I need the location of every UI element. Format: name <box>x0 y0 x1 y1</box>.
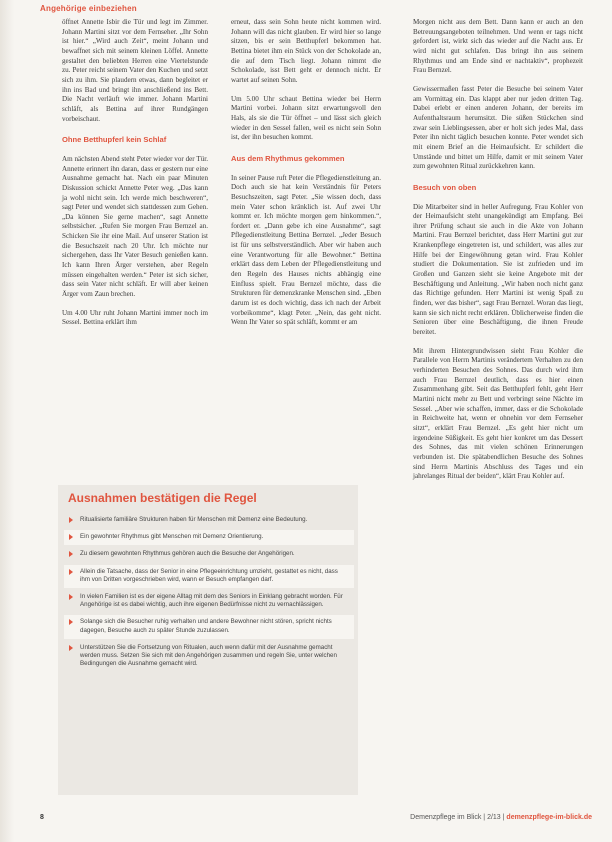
magazine-credit <box>410 814 592 821</box>
column-3 <box>413 18 583 491</box>
info-box-item-text: Ritualisierte familiäre Strukturen haben für Menschen mit Demenz eine Bedeutung. <box>80 516 308 523</box>
page-number: 8 <box>40 814 44 821</box>
section-runner: Angehörige einbeziehen <box>40 4 137 13</box>
info-box-item <box>64 513 354 528</box>
subheading: Besuch von oben <box>413 182 477 192</box>
info-box-item-text: Solange sich die Besucher ruhig verhalten und andere Bewohner nicht stören, spricht nichts dagegen, Besuche auch zu später Stunde zuzulassen. <box>80 618 332 634</box>
info-box-list <box>64 513 354 674</box>
triangle-bullet-icon <box>69 517 73 523</box>
info-box-title: Ausnahmen bestätigen die Regel <box>68 491 257 505</box>
paragraph: Um 5.00 Uhr schaut Bettina wieder bei Herrn Martini vorbei. Johann sitzt erwartungsvoll den Hals, als sie die Tür öffnet – und lässt sich gleich wieder in den Sessel fallen, weil es nicht sein Sohn ist, der ihn besuchen kommt. <box>231 94 381 142</box>
magazine-name: Demenzpflege im Blick | 2/13 | <box>410 814 505 821</box>
paragraph: erneut, dass sein Sohn heute nicht kommen wird. Johann will das nicht glauben. Er wird hier so lange sitzen, bis er sein Betthupferl bekommen hat. Bettina bietet ihm ein Stück von der Schokolade an, die auf dem Tisch liegt. Johann nimmt die Schokolade, isst Bett geht er dennoch nicht. Er wartet auf seinen Sohn. <box>231 18 381 84</box>
triangle-bullet-icon <box>69 619 73 625</box>
info-box-item <box>64 615 354 638</box>
triangle-bullet-icon <box>69 534 73 540</box>
info-box-item <box>64 565 354 588</box>
column-1 <box>62 18 208 337</box>
info-box-item-text: In vielen Familien ist es der eigene Alltag mit dem des Seniors in Einklang gebracht worden. Für Angehörige ist es dabei wichtig, auch ihre eigenen Bedürfnisse nicht zu vernachlässigen. <box>80 593 343 609</box>
info-box-item-text: Ein gewohnter Rhythmus gibt Menschen mit Demenz Orientierung. <box>80 533 264 541</box>
info-box-item <box>64 641 354 673</box>
paragraph: Gewissermaßen fasst Peter die Besuche bei seinem Vater am Vormittag ein. Das klappt aber nur jeden dritten Tag. Dabei erlebt er einen anderen Johann, der bereits im Aufenthaltsraum herumsitzt. Die süßen Stückchen sind zwar sein Lieblingsessen, aber er holt sich jedes Mal, dass Peter ihn nicht täglich besuchen konnte. Peter wendet sich mit einem Brief an die Heimaufsicht. Er schildert die Umstände und bittet um Hilfe, damit er mit seinem Vater zum gewohnten Ritual zurückkehren kann. <box>413 84 583 171</box>
subheading: Ohne Betthupferl kein Schlaf <box>62 135 167 145</box>
column-2 <box>231 18 381 337</box>
paragraph: Am nächsten Abend steht Peter wieder vor der Tür. Annette erinnert ihn daran, dass er gestern nur eine Ausnahme gemacht hat. Nach ein paar Minuten Diskussion schickt Annette Peter weg. „Das kann ja wohl nicht sein. Ich werde mich beschweren“, sagt Peter und wendet sich stattdessen zum Gehen. „Da können Sie gerne machen“, sagt Annette selbstsicher. „Rufen Sie morgen Frau Bernzel an. Schicken Sie ihr eine Mail. Auf unserer Station ist die Besuchszeit nach 20 Uhr. Ich möchte nur sichergehen, dass Ihr Vater Besuch genießen kann. Ich kann Ihren Ärger verstehen, aber Regeln müssen eingehalten werden.“ Peter ist sich sicher, dass sein Vater nicht schläft. Er will aber keinen Ärger vom Zaun brechen. <box>62 154 208 299</box>
paragraph: Mit ihrem Hintergrundwissen sieht Frau Kohler die Parallele von Herrn Martinis verändertem Verhalten zu den verhinderten Besuchen des Sohnes. Das durch wird ihm auch Frau Bernzel deutlich, dass es hier einen Zusammenhang gibt. Seit das Betthupferl fehlt, geht Herr Martini nicht mehr zu Bett und verbringt seine Nächte im Sessel. „Aber wie schaffen, immer, dass er die Schokolade in Reichweite hat, wenn er ohnehin vor dem Fernseher sitzt“, erklärt Frau Bernzel. „Es geht hier nicht um irgendeine Süßigkeit. Es geht hier konkret um das Dessert des Sohnes, das mit vielen schönen Erinnerungen verbunden ist. Die spätabendlichen Besuche des Sohnes sind Herrn Martinis Abschluss des Tages und ein jahrelanges Ritual der beiden“, klärt Frau Kohler auf. <box>413 346 583 481</box>
paragraph: Die Mitarbeiter sind in heller Aufregung. Frau Kohler von der Heimaufsicht steht unangekündigt am Empfang. Bei ihrer Prüfung schaut sie auch in die Akte von Johann Martini. Frau Bernzel berichtet, dass Herr Martini gut zur Krankenpflege eingetreten ist, und schildert, was alles zur Hilfe bei der Eingewöhnung getan wird. Frau Kohler studiert die Dokumentation. Sie ist zufrieden und im Großen und Ganzen sieht sie keine Angebote mit der Beschäftigung und Anleitung. „Wir haben noch nicht ganz das Richtige gefunden. Herr Martini ist wenig Spaß zu finden, wer das bisher“, sagt Frau Bernzel. Woran das liegt, kann sie sich nicht recht erklären. Üblicherweise finden die Senioren über eine Beschäftigung, die ihnen Freude bereitet. <box>413 202 583 337</box>
page-gutter-shadow <box>0 0 14 842</box>
info-box-item <box>64 530 354 545</box>
triangle-bullet-icon <box>69 569 73 575</box>
info-box <box>58 485 358 795</box>
magazine-url[interactable]: demenzpflege-im-blick.de <box>506 814 592 821</box>
page-footer <box>40 814 592 826</box>
paragraph: öffnet Annette Isbir die Tür und legt im Zimmer. Johann Martini sitzt vor dem Fernseher. „Ihr Sohn ist hier.“ „Wird auch Zeit“, meint Johann und bewaffnet sich mit seinem kleinen Löffel. Annette gestaltet den beliebten Herren eine Viertelstunde zu. Peter reicht seinem Vater den Kuchen und setzt sich zu ihm. Sie plaudern etwas, dann begleitet er ihn ins Bad und bringt ihn anschließend ins Bett. Die Nacht verläuft wie immer. Johann Martini schläft, als Bettina auf ihrer Rundgängen vorbeischaut. <box>62 18 208 123</box>
triangle-bullet-icon <box>69 594 73 600</box>
triangle-bullet-icon <box>69 645 73 651</box>
triangle-bullet-icon <box>69 551 73 557</box>
paragraph: Morgen nicht aus dem Bett. Dann kann er auch an den Betreuungsangeboten teilnehmen. Und wenn er tags nicht gefordert ist, wirkt sich das wieder auf die Nacht aus. Er wird nicht gut schlafen. Das bringt ihn aus seinem Rhythmus und am Ende sind er nachtaktiv“, prophezeit Frau Bernzel. <box>413 18 583 75</box>
subheading: Aus dem Rhythmus gekommen <box>231 153 345 163</box>
info-box-item-text: Unterstützen Sie die Fortsetzung von Ritualen, auch wenn dafür mit der Ausnahme gemacht werden muss. Setzen Sie sich mit den Angehörigen zusammen und regeln Sie, unter welchen Bedingungen die Ausnahme gemacht wird. <box>80 643 337 668</box>
paragraph: In seiner Pause ruft Peter die Pflegedienstleitung an. Doch auch sie hat kein Verständnis für Peters Besuchszeiten, sagt Peter. „Sie wissen doch, dass mein Vater schon kränklich ist. Auf zwei Uhr kommt er. Ich möchte morgen gern hinkommen.“, fordert er. „Dann gebe ich eine Ausnahme“, sagt Pflegedienstleitung Bettina Bernzel. „Jeder Besuch ist für uns selbstverständlich. Aber wir haben auch eine Verantwortung für alle Bewohner.“ Bettina erklärt dass dem Leben der Pflegedienstleitung und den Regeln des Hauses nichts abhängig eine Einfluss spielt. Frau Bernzel möchte, dass die Strukturen für demenzkranke Menschen sind. „Eben darum ist es doch wichtig, dass ich nach der Arbeit vorbeikomme“, klagt Peter. „Nein, das geht nicht. Wenn Ihr Vater so spät schläft, kommt er am <box>231 173 381 327</box>
info-box-item <box>64 547 354 562</box>
info-box-item-text: Zu diesem gewohnten Rhythmus gehören auch die Besuche der Angehörigen. <box>80 550 295 558</box>
paragraph: Um 4.00 Uhr ruht Johann Martini immer noch im Sessel. Bettina erklärt ihm <box>62 308 208 327</box>
info-box-item-text: Allein die Tatsache, dass der Senior in eine Pflegeeinrichtung umzieht, gestattet es nicht, dass ihm von Dritten vorgeschrieben wird, wann er Besuch empfangen darf. <box>80 567 338 583</box>
info-box-item <box>64 590 354 613</box>
